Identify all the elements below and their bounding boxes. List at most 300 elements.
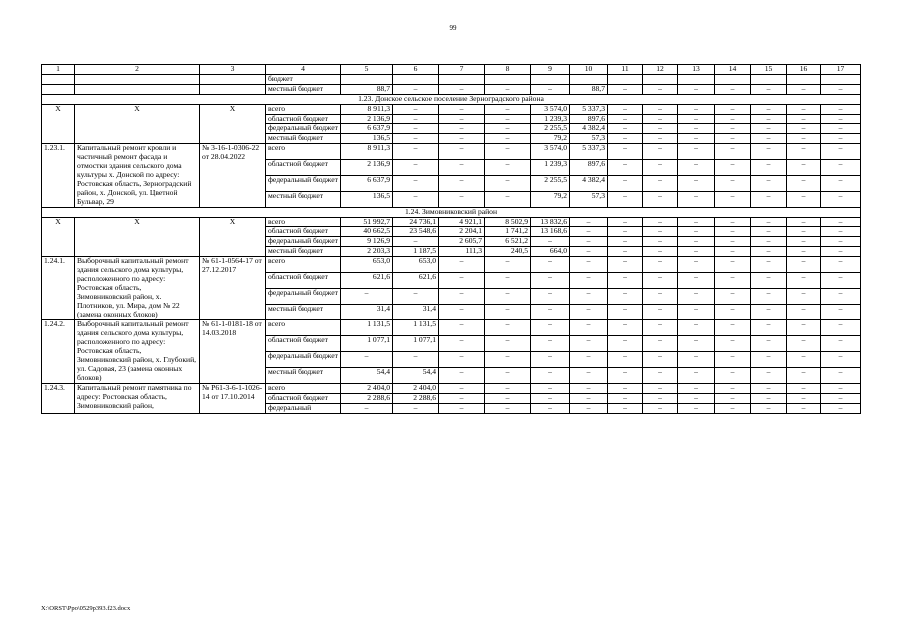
value-cell: –	[678, 237, 715, 247]
value-cell: –	[485, 304, 531, 320]
funding-source: всего	[266, 144, 341, 160]
value-cell: 2 288,6	[341, 393, 393, 403]
table-row	[42, 217, 861, 227]
funding-source: областной бюджет	[266, 272, 341, 288]
value-cell: –	[393, 144, 439, 160]
value-cell: –	[643, 124, 678, 134]
value-cell: –	[608, 383, 643, 393]
value-cell: –	[439, 144, 485, 160]
value-cell: 3 574,0	[531, 104, 570, 114]
value-cell: –	[751, 320, 787, 336]
value-cell: –	[485, 367, 531, 383]
funding-source: всего	[266, 383, 341, 393]
value-cell: –	[787, 191, 821, 207]
value-cell: –	[439, 320, 485, 336]
value-cell: –	[439, 160, 485, 176]
item-name: Выборочный капитальный ремонт здания сельского дома культуры, расположенного по адресу: Ростовская область, Зимовниковский район, х. Глубокий, ул. Садовая, 23 (замена оконных блоков)	[75, 320, 200, 383]
value-cell: –	[751, 383, 787, 393]
value-cell: –	[393, 191, 439, 207]
value-cell: –	[485, 257, 531, 273]
value-cell: –	[821, 114, 861, 124]
value-cell: –	[531, 320, 570, 336]
value-cell: –	[531, 367, 570, 383]
section-row	[42, 207, 861, 217]
value-cell: –	[751, 124, 787, 134]
value-cell: –	[531, 383, 570, 393]
value-cell: –	[393, 114, 439, 124]
value-cell: 136,5	[341, 191, 393, 207]
table-row	[42, 257, 861, 273]
value-cell: –	[393, 175, 439, 191]
value-cell	[570, 74, 608, 84]
value-cell	[485, 74, 531, 84]
value-cell: 6 637,9	[341, 124, 393, 134]
value-cell: –	[751, 336, 787, 352]
value-cell: –	[787, 393, 821, 403]
value-cell: –	[485, 288, 531, 304]
value-cell: 24 736,1	[393, 217, 439, 227]
value-cell: –	[678, 288, 715, 304]
value-cell: 6 637,9	[341, 175, 393, 191]
value-cell: –	[608, 134, 643, 144]
value-cell: –	[570, 288, 608, 304]
section-title: 1.24. Зимовниковский район	[42, 207, 861, 217]
value-cell: –	[439, 403, 485, 413]
funding-source: федеральный бюджет	[266, 288, 341, 304]
value-cell: –	[393, 124, 439, 134]
value-cell: –	[643, 288, 678, 304]
column-number: 1	[42, 65, 75, 75]
column-number: 16	[787, 65, 821, 75]
column-number: 11	[608, 65, 643, 75]
value-cell: –	[608, 367, 643, 383]
value-cell: –	[715, 304, 751, 320]
value-cell: 1 131,5	[341, 320, 393, 336]
item-document: № 3-16-1-0306-22 от 28.04.2022	[200, 144, 266, 207]
value-cell: –	[608, 247, 643, 257]
value-cell: –	[643, 403, 678, 413]
funding-source: областной бюджет	[266, 336, 341, 352]
value-cell: –	[821, 104, 861, 114]
value-cell: 621,6	[341, 272, 393, 288]
value-cell: 13 168,6	[531, 227, 570, 237]
value-cell: –	[643, 237, 678, 247]
value-cell: –	[608, 160, 643, 176]
value-cell: –	[393, 134, 439, 144]
value-cell: –	[643, 217, 678, 227]
column-number: 2	[75, 65, 200, 75]
value-cell: –	[787, 227, 821, 237]
value-cell: –	[751, 247, 787, 257]
section-title: 1.23. Донское сельское поселение Зерноградского района	[42, 94, 861, 104]
value-cell: –	[821, 288, 861, 304]
value-cell: –	[643, 144, 678, 160]
value-cell: 621,6	[393, 272, 439, 288]
value-cell: –	[439, 104, 485, 114]
value-cell: 653,0	[341, 257, 393, 273]
value-cell: 6 521,2	[485, 237, 531, 247]
value-cell: –	[715, 288, 751, 304]
value-cell: 5 337,3	[570, 144, 608, 160]
funding-source: местный бюджет	[266, 191, 341, 207]
value-cell: –	[678, 160, 715, 176]
value-cell: –	[715, 393, 751, 403]
value-cell: –	[570, 336, 608, 352]
value-cell: –	[787, 134, 821, 144]
value-cell: –	[715, 227, 751, 237]
value-cell: 1 187,5	[393, 247, 439, 257]
funding-source: федеральный бюджет	[266, 237, 341, 247]
value-cell: –	[608, 352, 643, 368]
value-cell: –	[715, 237, 751, 247]
value-cell: –	[751, 175, 787, 191]
value-cell: –	[787, 403, 821, 413]
value-cell: 2 136,9	[341, 114, 393, 124]
value-cell: 1 741,2	[485, 227, 531, 237]
funding-source: федеральный бюджет	[266, 352, 341, 368]
value-cell: –	[787, 144, 821, 160]
table-row	[42, 320, 861, 336]
value-cell: –	[787, 257, 821, 273]
value-cell: –	[751, 403, 787, 413]
value-cell: –	[787, 383, 821, 393]
value-cell: –	[787, 320, 821, 336]
value-cell: –	[643, 247, 678, 257]
value-cell: –	[751, 191, 787, 207]
item-name	[75, 74, 200, 84]
value-cell	[821, 74, 861, 84]
value-cell: –	[485, 160, 531, 176]
value-cell: –	[485, 383, 531, 393]
value-cell: 31,4	[341, 304, 393, 320]
value-cell: –	[393, 104, 439, 114]
value-cell: –	[439, 367, 485, 383]
value-cell: 23 548,6	[393, 227, 439, 237]
value-cell: –	[751, 352, 787, 368]
value-cell: –	[751, 393, 787, 403]
value-cell	[341, 74, 393, 84]
value-cell: –	[751, 367, 787, 383]
value-cell: –	[439, 288, 485, 304]
value-cell: –	[643, 191, 678, 207]
value-cell: –	[751, 237, 787, 247]
value-cell: –	[678, 367, 715, 383]
value-cell: –	[608, 272, 643, 288]
value-cell: –	[439, 304, 485, 320]
value-cell: –	[608, 191, 643, 207]
value-cell: –	[393, 403, 439, 413]
value-cell: –	[821, 144, 861, 160]
funding-source: федеральный бюджет	[266, 175, 341, 191]
column-number: 4	[266, 65, 341, 75]
value-cell: –	[643, 272, 678, 288]
value-cell: 88,7	[570, 84, 608, 94]
item-name: Капитальный ремонт кровли и частичный ремонт фасада и отмостки здания сельского дома культуры х. Донской по адресу: Ростовская область, Зерноградский район, х. Донской, ул. Цветной Бульвар, 29	[75, 144, 200, 207]
funding-source: местный бюджет	[266, 247, 341, 257]
value-cell: –	[715, 217, 751, 227]
value-cell: 2 255,5	[531, 124, 570, 134]
item-name: Х	[75, 217, 200, 257]
value-cell: 897,6	[570, 114, 608, 124]
value-cell: –	[439, 352, 485, 368]
value-cell: –	[485, 134, 531, 144]
value-cell: –	[439, 257, 485, 273]
value-cell: 31,4	[393, 304, 439, 320]
value-cell: –	[751, 114, 787, 124]
value-cell: –	[643, 175, 678, 191]
value-cell: –	[715, 144, 751, 160]
value-cell	[643, 74, 678, 84]
value-cell: –	[439, 124, 485, 134]
table-row	[42, 144, 861, 160]
program-table	[41, 64, 861, 414]
value-cell: –	[531, 403, 570, 413]
funding-source: местный бюджет	[266, 84, 341, 94]
column-number: 12	[643, 65, 678, 75]
value-cell: –	[715, 134, 751, 144]
value-cell: 653,0	[393, 257, 439, 273]
value-cell: –	[821, 247, 861, 257]
value-cell: –	[341, 403, 393, 413]
funding-source: местный бюджет	[266, 304, 341, 320]
column-number: 10	[570, 65, 608, 75]
value-cell: –	[439, 84, 485, 94]
value-cell: –	[678, 383, 715, 393]
value-cell: –	[821, 383, 861, 393]
value-cell: –	[787, 124, 821, 134]
value-cell: 4 382,4	[570, 175, 608, 191]
value-cell: –	[678, 124, 715, 134]
value-cell: –	[439, 383, 485, 393]
value-cell: –	[485, 393, 531, 403]
value-cell: 2 136,9	[341, 160, 393, 176]
value-cell	[531, 74, 570, 84]
value-cell: –	[531, 237, 570, 247]
value-cell: –	[608, 114, 643, 124]
value-cell: –	[570, 247, 608, 257]
value-cell: 1 077,1	[393, 336, 439, 352]
value-cell: –	[485, 114, 531, 124]
value-cell: –	[570, 352, 608, 368]
value-cell: 51 992,7	[341, 217, 393, 227]
value-cell: –	[570, 320, 608, 336]
value-cell: 54,4	[393, 367, 439, 383]
value-cell: –	[678, 84, 715, 94]
value-cell: –	[439, 272, 485, 288]
value-cell: –	[751, 84, 787, 94]
value-cell: –	[485, 403, 531, 413]
funding-source: всего	[266, 104, 341, 114]
value-cell: –	[608, 104, 643, 114]
item-number: 1.24.2.	[42, 320, 75, 383]
value-cell: 1 131,5	[393, 320, 439, 336]
value-cell: –	[531, 272, 570, 288]
value-cell: 88,7	[341, 84, 393, 94]
value-cell: –	[643, 160, 678, 176]
item-document	[200, 84, 266, 94]
item-number: 1.23.1.	[42, 144, 75, 207]
value-cell: –	[787, 114, 821, 124]
column-number: 5	[341, 65, 393, 75]
value-cell: –	[821, 84, 861, 94]
value-cell: –	[531, 352, 570, 368]
value-cell	[715, 74, 751, 84]
value-cell: –	[570, 367, 608, 383]
item-name	[75, 84, 200, 94]
value-cell: –	[439, 175, 485, 191]
section-row	[42, 94, 861, 104]
value-cell: 1 239,3	[531, 160, 570, 176]
value-cell: –	[787, 336, 821, 352]
value-cell: –	[751, 257, 787, 273]
value-cell: –	[608, 124, 643, 134]
column-number-row	[42, 65, 861, 75]
item-document: Х	[200, 217, 266, 257]
value-cell: –	[787, 247, 821, 257]
value-cell: 8 502,9	[485, 217, 531, 227]
value-cell: –	[715, 160, 751, 176]
value-cell: 1 239,3	[531, 114, 570, 124]
value-cell: 240,5	[485, 247, 531, 257]
value-cell: –	[439, 336, 485, 352]
item-number: Х	[42, 217, 75, 257]
value-cell: –	[643, 352, 678, 368]
value-cell: –	[715, 175, 751, 191]
value-cell: –	[570, 272, 608, 288]
value-cell: –	[751, 134, 787, 144]
value-cell: 2 288,6	[393, 393, 439, 403]
value-cell: –	[787, 104, 821, 114]
value-cell: 57,3	[570, 191, 608, 207]
value-cell: –	[643, 367, 678, 383]
column-number: 17	[821, 65, 861, 75]
table-row	[42, 104, 861, 114]
value-cell: –	[751, 272, 787, 288]
value-cell: –	[821, 134, 861, 144]
value-cell: –	[531, 288, 570, 304]
value-cell: –	[608, 403, 643, 413]
value-cell: –	[715, 247, 751, 257]
value-cell: –	[821, 217, 861, 227]
value-cell: 897,6	[570, 160, 608, 176]
value-cell: 664,0	[531, 247, 570, 257]
value-cell: –	[787, 175, 821, 191]
column-number: 9	[531, 65, 570, 75]
funding-source: федеральный бюджет	[266, 124, 341, 134]
value-cell: –	[821, 304, 861, 320]
value-cell: –	[485, 175, 531, 191]
value-cell: –	[787, 84, 821, 94]
value-cell: 2 204,1	[439, 227, 485, 237]
value-cell: –	[608, 336, 643, 352]
value-cell: –	[821, 336, 861, 352]
value-cell: –	[787, 160, 821, 176]
column-number: 3	[200, 65, 266, 75]
value-cell: –	[485, 124, 531, 134]
value-cell: –	[787, 237, 821, 247]
value-cell: 111,3	[439, 247, 485, 257]
value-cell	[439, 74, 485, 84]
value-cell: –	[678, 175, 715, 191]
value-cell: 2 203,3	[341, 247, 393, 257]
item-name: Х	[75, 104, 200, 144]
value-cell: –	[643, 134, 678, 144]
funding-source: всего	[266, 217, 341, 227]
value-cell: –	[715, 367, 751, 383]
value-cell: –	[393, 352, 439, 368]
value-cell: 3 574,0	[531, 144, 570, 160]
value-cell: –	[608, 304, 643, 320]
value-cell: 4 382,4	[570, 124, 608, 134]
value-cell: –	[393, 237, 439, 247]
item-document: № 61-1-0564-17 от 27.12.2017	[200, 257, 266, 320]
value-cell: –	[485, 336, 531, 352]
value-cell: –	[678, 217, 715, 227]
value-cell: –	[678, 134, 715, 144]
value-cell: –	[485, 144, 531, 160]
value-cell: 2 605,7	[439, 237, 485, 247]
value-cell: –	[678, 104, 715, 114]
value-cell	[608, 74, 643, 84]
value-cell: –	[715, 320, 751, 336]
value-cell: –	[678, 272, 715, 288]
value-cell: –	[485, 272, 531, 288]
value-cell	[751, 74, 787, 84]
item-name: Выборочный капитальный ремонт здания сельского дома культуры, расположенного по адресу: Ростовская область, Зимовниковский район, х. Плотников, ул. Мира, дом № 22 (замена оконных блоков)	[75, 257, 200, 320]
value-cell: –	[485, 352, 531, 368]
value-cell: –	[678, 336, 715, 352]
value-cell: –	[787, 352, 821, 368]
value-cell: –	[608, 257, 643, 273]
value-cell: –	[751, 227, 787, 237]
value-cell: –	[751, 144, 787, 160]
value-cell: –	[393, 84, 439, 94]
item-number: Х	[42, 104, 75, 144]
value-cell: –	[715, 272, 751, 288]
value-cell: –	[643, 257, 678, 273]
value-cell: –	[608, 393, 643, 403]
value-cell: –	[608, 288, 643, 304]
value-cell: –	[393, 288, 439, 304]
value-cell: –	[715, 114, 751, 124]
column-number: 6	[393, 65, 439, 75]
funding-source: местный бюджет	[266, 367, 341, 383]
value-cell: –	[608, 320, 643, 336]
item-document: № 61-1-0181-18 от 14.03.2018	[200, 320, 266, 383]
value-cell: –	[531, 336, 570, 352]
funding-source: областной бюджет	[266, 393, 341, 403]
value-cell: –	[531, 257, 570, 273]
column-number: 7	[439, 65, 485, 75]
value-cell: –	[821, 352, 861, 368]
item-document: Х	[200, 104, 266, 144]
column-number: 15	[751, 65, 787, 75]
value-cell: –	[439, 393, 485, 403]
value-cell: –	[393, 160, 439, 176]
value-cell: –	[678, 257, 715, 273]
item-number	[42, 84, 75, 94]
value-cell: –	[821, 257, 861, 273]
column-number: 14	[715, 65, 751, 75]
value-cell: 5 337,3	[570, 104, 608, 114]
value-cell: –	[570, 383, 608, 393]
value-cell: –	[608, 84, 643, 94]
value-cell: 136,5	[341, 134, 393, 144]
value-cell: –	[715, 104, 751, 114]
value-cell: –	[643, 304, 678, 320]
value-cell: 40 662,5	[341, 227, 393, 237]
value-cell: –	[485, 84, 531, 94]
